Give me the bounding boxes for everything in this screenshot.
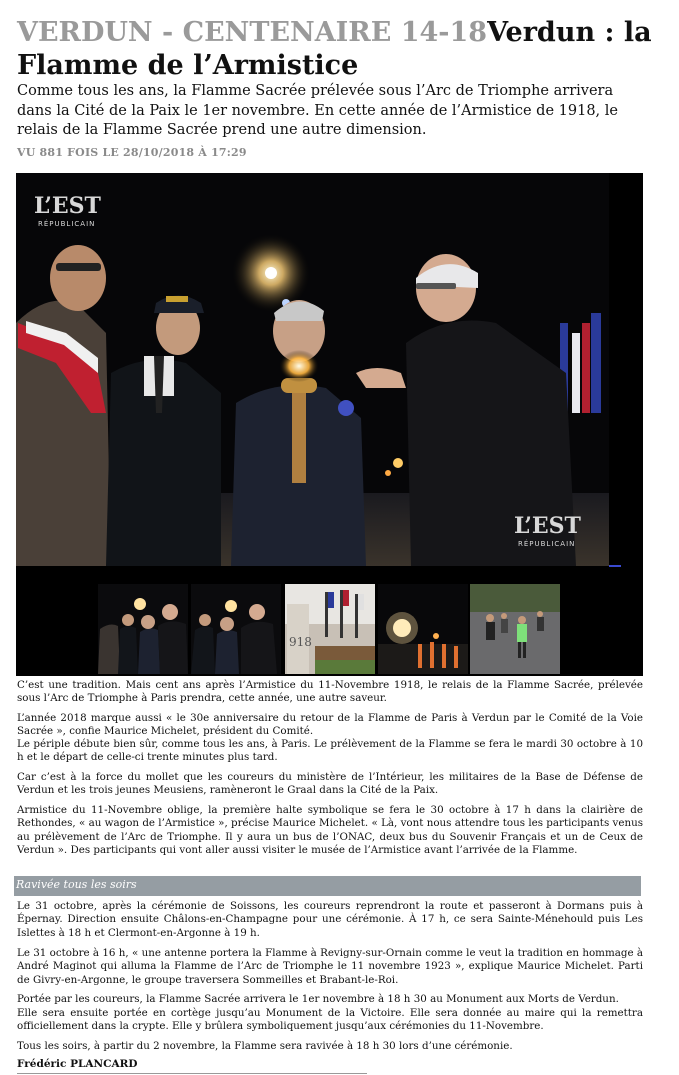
paragraph-1: C’est une tradition. Mais cent ans après l’Armistice du 11-Novembre 1918, le relais de la Flamme Sacrée, prélevée sous l’Arc de Triomphe à Paris prendra, cette année, une autre saveur. (17, 679, 643, 705)
thumbnail-strip (98, 584, 560, 674)
watermark-bottom-sub: RÉPUBLICAIN (518, 540, 576, 548)
thumbnail-4[interactable] (378, 584, 468, 674)
thumbnail-3-year: 918 (289, 635, 312, 649)
photo-gallery (16, 173, 643, 676)
paragraph-2: L’année 2018 marque aussi « le 30e anniversaire du retour de la Flamme de Paris à Verdun par le Comité de la Voie Sacrée », confie Maurice Michelet, président du Comité. (17, 712, 643, 738)
article-lead: Comme tous les ans, la Flamme Sacrée prélevée sous l’Arc de Triomphe arrivera dans la Cité de la Paix le 1er novembre. En cette année de l’Armistice de 1918, le relais de la Flamme Sacrée prend une autre dimension. (17, 83, 618, 138)
thumbnail-3[interactable] (285, 584, 375, 674)
watermark-bottom-brand: L’EST (514, 513, 581, 539)
article-headline (17, 16, 667, 82)
thumbnail-5[interactable] (470, 584, 560, 674)
watermark-top-sub: RÉPUBLICAIN (38, 220, 96, 228)
section-paragraph-3: Portée par les coureurs, la Flamme Sacrée arrivera le 1er novembre à 18 h 30 au Monument aux Morts de Verdun. (17, 993, 619, 1005)
bottom-divider (17, 1073, 367, 1074)
headline-kicker: VERDUN - CENTENAIRE 14-18 (17, 17, 488, 48)
thumbnail-2-image (191, 584, 281, 674)
section-paragraph-2: Le 31 octobre à 16 h, « une antenne portera la Flamme à Revigny-sur-Ornain comme le veut la tradition en hommage à André Maginot qui alluma la Flamme de l’Arc de Triomphe le 11 novembre 1923 », explique Maurice Michelet. Parti de Givry-en-Argonne, le groupe traversera Sommeilles et Brabant-le-Roi. (17, 947, 643, 986)
article-meta: VU 881 FOIS LE 28/10/2018 À 17:29 (17, 146, 247, 159)
main-photo[interactable] (16, 173, 609, 566)
watermark-top-brand: L’EST (34, 193, 101, 219)
paragraph-3: Le périple débute bien sûr, comme tous les ans, à Paris. Le prélèvement de la Flamme se fera le mardi 30 octobre à 10 h et le départ de celle-ci trente minutes plus tard. (17, 738, 643, 764)
gallery-next-marker[interactable] (609, 565, 621, 567)
section-title: Ravivée tous les soirs (16, 878, 137, 891)
paragraph-4: Car c’est à la force du mollet que les coureurs du ministère de l’Intérieur, les militaires de la Base de Défense de Verdun et les trois jeunes Meusiens, ramèneront le Graal dans la Cité de la Paix. (17, 771, 643, 797)
section-paragraph-5: Tous les soirs, à partir du 2 novembre, la Flamme sera ravivée à 18 h 30 lors d’une cérémonie. (17, 1040, 513, 1052)
ceremony-photo-illustration (16, 173, 609, 566)
section-header (14, 876, 641, 896)
thumbnail-1[interactable] (98, 584, 188, 674)
paragraph-5: Armistice du 11-Novembre oblige, la première halte symbolique se fera le 30 octobre à 17 h dans la clairière de Rethondes, « au wagon de l’Armistice », précise Maurice Michelet. « Là, vont nous attendre tous les participants venus au prélèvement de l’Arc de Triomphe. Il y aura un bus de l’ONAC, deux bus du Souvenir Français et un de Ceux de Verdun ». Des participants qui vont aller aussi visiter le musée de l’Armistice avant l’arrivée de la Flamme. (17, 804, 643, 856)
section-paragraph-1: Le 31 octobre, après la cérémonie de Soissons, les coureurs reprendront la route et passeront à Dormans puis à Épernay. Direction ensuite Châlons-en-Champagne pour une cérémonie. À 17 h, ce sera Sainte-Ménehould puis Les Islettes à 18 h et Clermont-en-Argonne à 19 h. (17, 900, 643, 939)
thumbnail-2[interactable] (191, 584, 281, 674)
thumbnail-1-image (98, 584, 188, 674)
thumbnail-3-image (285, 584, 375, 674)
thumbnail-4-image (378, 584, 468, 674)
author-byline: Frédéric PLANCARD (17, 1058, 138, 1070)
section-paragraph-4: Elle sera ensuite portée en cortège jusqu’au Monument de la Victoire. Elle sera donnée au maire qui la remettra officiellement dans la crypte. Elle y brûlera symboliquement jusqu’aux cérémonies du 11-Novembre. (17, 1007, 643, 1033)
thumbnail-5-image (470, 584, 560, 674)
headline-title: Verdun : la Flamme de l’Armistice (17, 17, 652, 81)
